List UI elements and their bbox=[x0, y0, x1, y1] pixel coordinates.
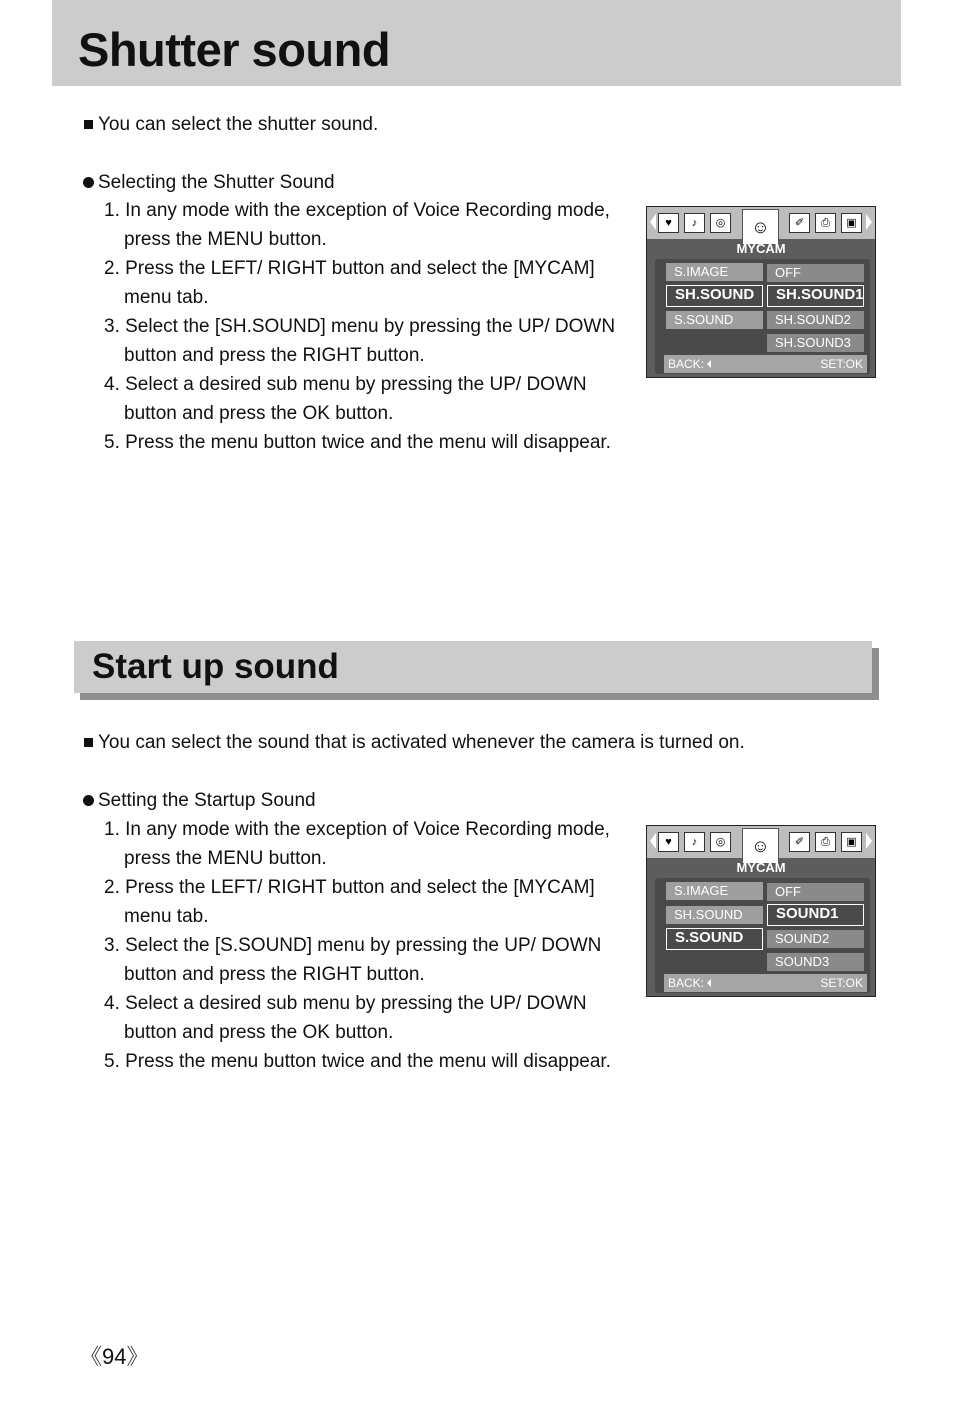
step-item: 3. Select the [S.SOUND] menu by pressing the UP/ DOWN button and press the RIGHT button. bbox=[104, 935, 602, 985]
display-icon: ▣ bbox=[841, 213, 862, 233]
menu-item: S.IMAGE bbox=[666, 882, 763, 900]
section-title: Start up sound bbox=[92, 647, 339, 686]
setup-icon: ✐ bbox=[789, 832, 810, 852]
menu-item: S.SOUND bbox=[666, 928, 763, 950]
menu-footer bbox=[664, 355, 867, 373]
menu-tab-label: MYCAM bbox=[736, 241, 786, 256]
step-item: 1. In any mode with the exception of Voice Recording mode, press the MENU button. bbox=[104, 819, 610, 869]
submenu-item: SOUND3 bbox=[767, 953, 864, 971]
effect-icon: ◎ bbox=[710, 832, 731, 852]
right-arrow-icon bbox=[866, 214, 872, 230]
page-title: Shutter sound bbox=[78, 23, 391, 76]
section-title-bar bbox=[74, 641, 872, 693]
submenu-item: OFF bbox=[767, 264, 864, 282]
round-bullet-icon bbox=[83, 795, 94, 806]
step-item: 2. Press the LEFT/ RIGHT button and select the [MYCAM] menu tab. bbox=[104, 877, 595, 927]
step-item: 3. Select the [SH.SOUND] menu by pressing the UP/ DOWN button and press the RIGHT button. bbox=[104, 316, 616, 366]
sound-icon: ♥ bbox=[658, 832, 679, 852]
step-item: 1. In any mode with the exception of Voice Recording mode, press the MENU button. bbox=[104, 200, 610, 250]
intro-text: You can select the sound that is activated whenever the camera is turned on. bbox=[84, 728, 745, 757]
section-title-bar bbox=[52, 0, 901, 86]
back-label: BACK: bbox=[668, 976, 705, 990]
steps-list bbox=[104, 196, 615, 457]
step-item: 5. Press the menu button twice and the menu will disappear. bbox=[104, 1051, 611, 1072]
menu-item: SH.SOUND bbox=[666, 285, 763, 307]
left-arrow-icon bbox=[650, 214, 656, 230]
subheading: Setting the Startup Sound bbox=[83, 786, 316, 815]
menu-item: SH.SOUND bbox=[666, 906, 763, 924]
sound-icon: ♥ bbox=[658, 213, 679, 233]
display-icon: ▣ bbox=[841, 832, 862, 852]
left-triangle-icon bbox=[707, 360, 711, 368]
camera-menu-screen bbox=[646, 206, 876, 378]
menu-footer bbox=[664, 974, 867, 992]
menu-tab-label: MYCAM bbox=[736, 860, 786, 875]
mycam-icon: ☺ bbox=[742, 209, 779, 245]
menu-item: S.IMAGE bbox=[666, 263, 763, 281]
menu-item: S.SOUND bbox=[666, 311, 763, 329]
square-bullet-icon bbox=[84, 738, 93, 747]
left-triangle-icon bbox=[707, 979, 711, 987]
submenu-item: SH.SOUND2 bbox=[767, 311, 864, 329]
voice-icon: ♪ bbox=[684, 213, 705, 233]
submenu-item: SOUND1 bbox=[767, 904, 864, 926]
subheading: Selecting the Shutter Sound bbox=[83, 168, 335, 197]
voice-icon: ♪ bbox=[684, 832, 705, 852]
set-label: SET:OK bbox=[820, 357, 863, 371]
print-icon: ⎙ bbox=[815, 832, 836, 852]
print-icon: ⎙ bbox=[815, 213, 836, 233]
page-number: 《94》 bbox=[80, 1344, 149, 1369]
intro-text: You can select the shutter sound. bbox=[84, 110, 378, 139]
step-item: 4. Select a desired sub menu by pressing the UP/ DOWN button and press the OK button. bbox=[104, 993, 587, 1043]
submenu-item: SOUND2 bbox=[767, 930, 864, 948]
back-label: BACK: bbox=[668, 357, 705, 371]
right-arrow-icon bbox=[866, 833, 872, 849]
left-arrow-icon bbox=[650, 833, 656, 849]
mycam-icon: ☺ bbox=[742, 828, 779, 864]
submenu-item: OFF bbox=[767, 883, 864, 901]
round-bullet-icon bbox=[83, 177, 94, 188]
steps-list bbox=[104, 815, 611, 1076]
set-label: SET:OK bbox=[820, 976, 863, 990]
square-bullet-icon bbox=[84, 120, 93, 129]
submenu-item: SH.SOUND3 bbox=[767, 334, 864, 352]
step-item: 4. Select a desired sub menu by pressing the UP/ DOWN button and press the OK button. bbox=[104, 374, 587, 424]
submenu-item: SH.SOUND1 bbox=[767, 285, 864, 307]
camera-menu-screen bbox=[646, 825, 876, 997]
step-item: 2. Press the LEFT/ RIGHT button and select the [MYCAM] menu tab. bbox=[104, 258, 595, 308]
setup-icon: ✐ bbox=[789, 213, 810, 233]
step-item: 5. Press the menu button twice and the menu will disappear. bbox=[104, 432, 611, 453]
effect-icon: ◎ bbox=[710, 213, 731, 233]
